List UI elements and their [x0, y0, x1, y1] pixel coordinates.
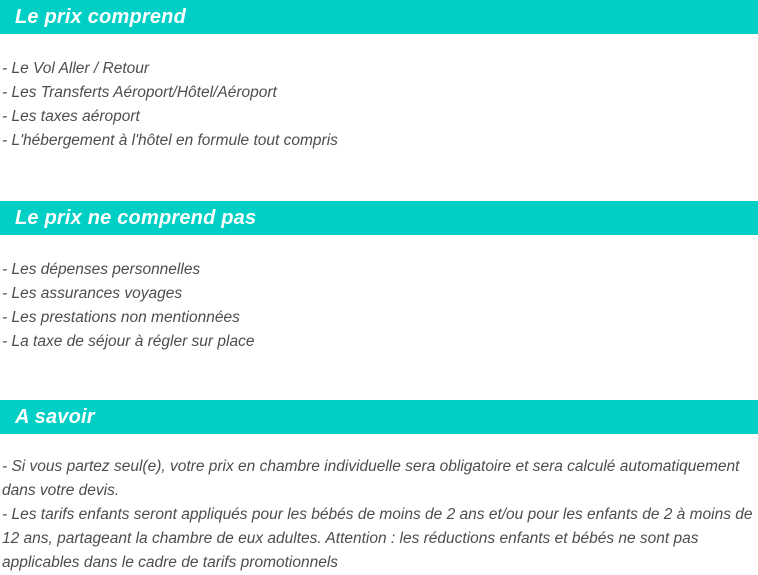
list-item: - L'hébergement à l'hôtel en formule tout compris	[2, 132, 338, 149]
list-item: - Les prestations non mentionnées	[2, 309, 240, 326]
section-item-list	[2, 258, 754, 354]
list-item: - Les assurances voyages	[2, 285, 183, 302]
section-header-bar	[0, 201, 758, 235]
section-header-bar	[0, 400, 758, 434]
list-item: - Les tarifs enfants seront appliqués pour les bébés de moins de 2 ans et/ou pour les enfants de 2 à moins de 12 ans, partageant la chambre de eux adultes. Attention : les réductions enfants et bébés ne sont pas applicables dans le cadre de tarifs promotionnels	[2, 506, 757, 571]
section-title: Le prix comprend	[15, 5, 187, 28]
list-item: - Les taxes aéroport	[2, 108, 140, 125]
section-title: Le prix ne comprend pas	[15, 206, 257, 229]
list-item: - Les Transferts Aéroport/Hôtel/Aéroport	[2, 84, 277, 101]
list-item: - Les dépenses personnelles	[2, 261, 201, 278]
section-price-excludes	[0, 201, 758, 354]
section-item-list	[2, 57, 754, 153]
section-price-includes	[0, 0, 758, 153]
section-item-list	[2, 455, 756, 575]
section-header-bar	[0, 0, 758, 34]
list-item: - La taxe de séjour à régler sur place	[2, 333, 255, 350]
section-good-to-know	[0, 400, 758, 575]
list-item: - Si vous partez seul(e), votre prix en chambre individuelle sera obligatoire et sera calculé automatiquement dans votre devis.	[2, 458, 744, 499]
list-item: - Le Vol Aller / Retour	[2, 60, 150, 77]
section-title: A savoir	[15, 405, 95, 428]
